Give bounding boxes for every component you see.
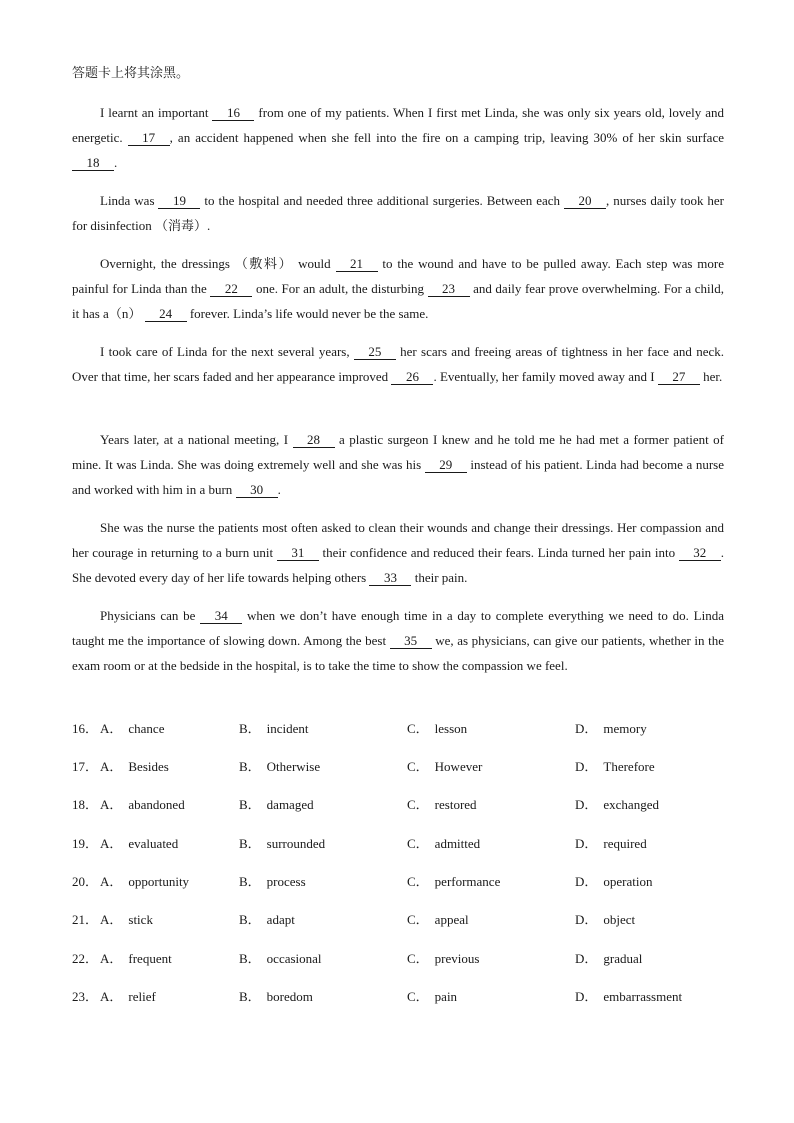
- option-text: performance: [434, 874, 501, 889]
- option-letter: B．: [239, 951, 261, 966]
- option-letter: C．: [407, 797, 429, 812]
- option-text: pain: [434, 989, 458, 1004]
- option-letter: B．: [239, 836, 261, 851]
- option-text: adapt: [266, 912, 295, 927]
- option-letter: A．: [100, 759, 123, 774]
- passage-paragraph: [72, 339, 724, 389]
- option-d: [575, 987, 682, 1007]
- question-row: [72, 910, 724, 930]
- question-number: 19．: [72, 836, 99, 851]
- passage-text: one. For an adult, the disturbing: [252, 281, 428, 296]
- question-number: 16．: [72, 721, 99, 736]
- passage-text: and daily fear prove overwhelming. For a child, it has a（n）: [72, 281, 725, 321]
- option-c: [407, 987, 457, 1007]
- passage-text: .: [277, 482, 281, 497]
- passage-text: to the wound and have to be pulled away. Each step was more painful for Linda than the: [72, 256, 724, 296]
- option-letter: D．: [575, 797, 598, 812]
- passage-text: . Eventually, her family moved away and I: [433, 369, 658, 384]
- passage-text: .: [114, 155, 118, 170]
- blank-32: 32: [679, 545, 721, 561]
- option-d: [575, 872, 652, 892]
- option-c: [407, 910, 469, 930]
- option-c: [407, 795, 477, 815]
- option-text: Therefore: [603, 759, 655, 774]
- option-letter: C．: [407, 759, 429, 774]
- passage-text: Overnight, the dressings （敷料） would: [100, 256, 336, 271]
- blank-29: 29: [425, 457, 467, 473]
- blank-19: 19: [158, 193, 200, 209]
- option-c: [407, 719, 467, 739]
- option-text: process: [266, 874, 306, 889]
- blank-34: 34: [200, 608, 242, 624]
- passage-text: forever. Linda’s life would never be the same.: [186, 306, 429, 321]
- question-number: 17．: [72, 759, 99, 774]
- blank-22: 22: [210, 281, 252, 297]
- option-letter: C．: [407, 721, 429, 736]
- question-row: [72, 834, 724, 854]
- option-text: object: [603, 912, 636, 927]
- option-letter: B．: [239, 989, 261, 1004]
- option-text: appeal: [434, 912, 469, 927]
- option-letter: C．: [407, 951, 429, 966]
- option-text: occasional: [266, 951, 322, 966]
- passage-text: instead of his patient. Linda had become a nurse and worked with him in a burn: [72, 457, 724, 497]
- question-number: 23．: [72, 989, 99, 1004]
- blank-23: 23: [428, 281, 470, 297]
- option-text: memory: [603, 721, 647, 736]
- option-c: [407, 757, 482, 777]
- instruction-text: 答题卡上将其涂黑。: [72, 65, 190, 80]
- passage-text: Linda was: [100, 193, 159, 208]
- option-letter: A．: [100, 836, 123, 851]
- option-text: lesson: [434, 721, 468, 736]
- option-text: frequent: [128, 951, 172, 966]
- option-letter: B．: [239, 759, 261, 774]
- blank-18: 18: [72, 155, 114, 171]
- passage-paragraph: [72, 515, 724, 590]
- option-c: [407, 872, 500, 892]
- option-letter: C．: [407, 989, 429, 1004]
- blank-26: 26: [391, 369, 433, 385]
- option-text: opportunity: [128, 874, 190, 889]
- option-text: Otherwise: [266, 759, 321, 774]
- question-row: [72, 987, 724, 1007]
- option-letter: A．: [100, 989, 123, 1004]
- option-letter: A．: [100, 951, 123, 966]
- option-text: relief: [128, 989, 156, 1004]
- option-d: [575, 949, 642, 969]
- passage-text: , an accident happened when she fell into the fire on a camping trip, leaving 30% of her skin surface: [169, 130, 724, 145]
- option-text: abandoned: [128, 797, 185, 812]
- blank-24: 24: [145, 306, 187, 322]
- option-text: operation: [603, 874, 653, 889]
- blank-25: 25: [354, 344, 396, 360]
- blank-16: 16: [212, 105, 254, 121]
- option-letter: D．: [575, 759, 598, 774]
- option-text: stick: [128, 912, 153, 927]
- passage-paragraph: [72, 188, 724, 238]
- option-letter: D．: [575, 951, 598, 966]
- option-letter: D．: [575, 874, 598, 889]
- passage-text: from one of my patients. When I first met Linda, she was only six years old, lovely and energetic.: [72, 105, 724, 145]
- option-a: [100, 949, 172, 969]
- option-text: exchanged: [603, 797, 659, 812]
- option-text: previous: [434, 951, 480, 966]
- passage-text: to the hospital and needed three additional surgeries. Between each: [200, 193, 564, 208]
- option-b: [239, 910, 295, 930]
- passage-text: their confidence and reduced their fears. Linda turned her pain into: [318, 545, 679, 560]
- passage-text: a plastic surgeon I knew and he told me he had met a former patient of mine. It was Linda. She was doing extremely well and she was his: [72, 432, 724, 472]
- option-d: [575, 757, 655, 777]
- passage-text: . She devoted every day of her life towards helping others: [72, 545, 725, 585]
- option-text: embarrassment: [603, 989, 683, 1004]
- question-row: [72, 795, 724, 815]
- option-b: [239, 872, 306, 892]
- blank-28: 28: [293, 432, 335, 448]
- option-text: incident: [266, 721, 309, 736]
- option-letter: A．: [100, 912, 123, 927]
- option-letter: B．: [239, 721, 261, 736]
- blank-30: 30: [236, 482, 278, 498]
- blank-21: 21: [336, 256, 378, 272]
- option-a: [100, 834, 178, 854]
- option-a: [100, 719, 164, 739]
- option-letter: B．: [239, 797, 261, 812]
- option-letter: B．: [239, 912, 261, 927]
- passage-text: She was the nurse the patients most often asked to clean their wounds and change their dressings. Her compassion and her courage in returning to a burn unit: [72, 520, 724, 560]
- passage-text: her scars and freeing areas of tightness in her face and neck. Over that time, her scars faded and her appearance improved: [72, 344, 724, 384]
- option-text: boredom: [266, 989, 313, 1004]
- option-letter: D．: [575, 912, 598, 927]
- option-letter: C．: [407, 836, 429, 851]
- option-b: [239, 949, 322, 969]
- passage-text: Physicians can be: [100, 608, 201, 623]
- passage-text: their pain.: [411, 570, 468, 585]
- passage-paragraph: [72, 603, 724, 678]
- question-row: [72, 872, 724, 892]
- option-text: damaged: [266, 797, 314, 812]
- option-b: [239, 834, 325, 854]
- question-number: 21．: [72, 912, 99, 927]
- blank-27: 27: [658, 369, 700, 385]
- passage-text: I took care of Linda for the next several years,: [100, 344, 354, 359]
- option-letter: D．: [575, 989, 598, 1004]
- option-d: [575, 795, 659, 815]
- option-letter: C．: [407, 912, 429, 927]
- option-letter: B．: [239, 874, 261, 889]
- option-text: gradual: [603, 951, 643, 966]
- option-c: [407, 834, 480, 854]
- option-text: Besides: [128, 759, 169, 774]
- blank-17: 17: [128, 130, 170, 146]
- passage-paragraph: [72, 251, 724, 326]
- passage-text: I learnt an important: [100, 105, 213, 120]
- passage-paragraph: [72, 100, 724, 175]
- passage-text: we, as physicians, can give our patients, whether in the exam room or at the bedside in the hospital, is to take the time to show the compassion we feel.: [72, 633, 724, 673]
- option-a: [100, 872, 189, 892]
- option-letter: A．: [100, 797, 123, 812]
- option-letter: A．: [100, 721, 123, 736]
- option-text: restored: [434, 797, 477, 812]
- option-d: [575, 910, 635, 930]
- blank-35: 35: [390, 633, 432, 649]
- question-number: 18．: [72, 797, 99, 812]
- question-number: 22．: [72, 951, 99, 966]
- passage-text: when we don’t have enough time in a day to complete everything we need to do. Linda taught me the importance of slowing down. Among the best: [72, 608, 725, 648]
- option-text: However: [434, 759, 483, 774]
- question-row: [72, 757, 724, 777]
- option-a: [100, 910, 153, 930]
- option-a: [100, 757, 169, 777]
- passage-paragraph: [72, 427, 724, 502]
- passage-text: her.: [699, 369, 723, 384]
- question-row: [72, 949, 724, 969]
- option-text: evaluated: [128, 836, 179, 851]
- option-letter: D．: [575, 836, 598, 851]
- option-letter: A．: [100, 874, 123, 889]
- question-number: 20．: [72, 874, 99, 889]
- option-text: admitted: [434, 836, 481, 851]
- option-c: [407, 949, 479, 969]
- option-b: [239, 719, 309, 739]
- passage-text: Years later, at a national meeting, I: [100, 432, 293, 447]
- option-text: surrounded: [266, 836, 326, 851]
- blank-31: 31: [277, 545, 319, 561]
- blank-33: 33: [369, 570, 411, 586]
- option-letter: C．: [407, 874, 429, 889]
- option-d: [575, 834, 647, 854]
- question-row: [72, 719, 724, 739]
- passage-text: , nurses daily took her for disinfection （消毒）.: [72, 193, 724, 233]
- option-a: [100, 987, 156, 1007]
- option-text: chance: [128, 721, 165, 736]
- option-b: [239, 795, 314, 815]
- option-b: [239, 987, 313, 1007]
- blank-20: 20: [564, 193, 606, 209]
- option-text: required: [603, 836, 647, 851]
- option-d: [575, 719, 647, 739]
- option-letter: D．: [575, 721, 598, 736]
- option-b: [239, 757, 320, 777]
- option-a: [100, 795, 185, 815]
